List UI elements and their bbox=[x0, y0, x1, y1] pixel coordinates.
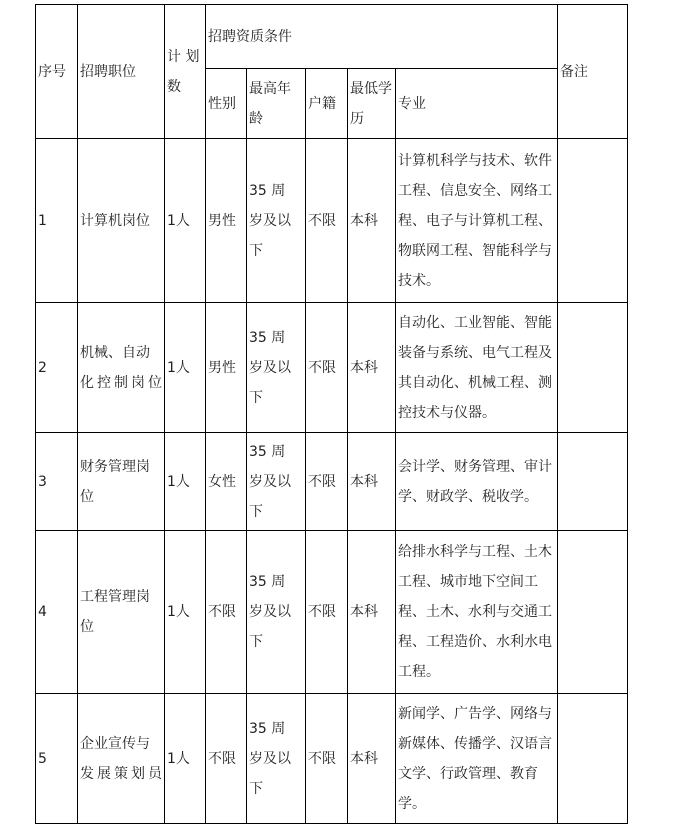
cell-gender: 男性 bbox=[206, 303, 247, 433]
recruitment-table bbox=[35, 4, 628, 824]
cell-seq: 4 bbox=[36, 531, 78, 694]
cell-edu: 本科 bbox=[348, 531, 396, 694]
header-gender: 性别 bbox=[206, 69, 247, 139]
cell-position: 工程管理岗位 bbox=[78, 531, 165, 694]
header-row-top bbox=[36, 5, 628, 69]
cell-age: 35 周 岁及以下 bbox=[247, 433, 306, 531]
cell-age: 35 周 岁及以下 bbox=[247, 303, 306, 433]
header-hukou: 户籍 bbox=[306, 69, 348, 139]
cell-major: 计算机科学与技术、软件工程、信息安全、网络工程、电子与计算机工程、物联网工程、智能科学与技术。 bbox=[396, 139, 558, 303]
cell-major: 自动化、工业智能、智能装备与系统、电气工程及其自动化、机械工程、测控技术与仪器。 bbox=[396, 303, 558, 433]
cell-major: 会计学、财务管理、审计学、财政学、税收学。 bbox=[396, 433, 558, 531]
table-row bbox=[36, 433, 628, 531]
cell-plan: 1人 bbox=[165, 531, 206, 694]
cell-hukou: 不限 bbox=[306, 139, 348, 303]
header-major: 专业 bbox=[396, 69, 558, 139]
cell-seq: 3 bbox=[36, 433, 78, 531]
cell-plan: 1人 bbox=[165, 303, 206, 433]
header-qualification: 招聘资质条件 bbox=[206, 5, 558, 69]
cell-edu: 本科 bbox=[348, 694, 396, 824]
header-position: 招聘职位 bbox=[78, 5, 165, 139]
cell-position: 机械、自动化控制岗位 bbox=[78, 303, 165, 433]
cell-gender: 女性 bbox=[206, 433, 247, 531]
cell-hukou: 不限 bbox=[306, 531, 348, 694]
cell-major: 给排水科学与工程、土木工程、城市地下空间工程、土木、水利与交通工程、工程造价、水利水电工程。 bbox=[396, 531, 558, 694]
cell-gender: 不限 bbox=[206, 694, 247, 824]
cell-hukou: 不限 bbox=[306, 694, 348, 824]
header-max-age: 最高年龄 bbox=[247, 69, 306, 139]
cell-edu: 本科 bbox=[348, 433, 396, 531]
cell-seq: 2 bbox=[36, 303, 78, 433]
cell-hukou: 不限 bbox=[306, 303, 348, 433]
cell-plan: 1人 bbox=[165, 433, 206, 531]
cell-edu: 本科 bbox=[348, 303, 396, 433]
cell-hukou: 不限 bbox=[306, 433, 348, 531]
cell-position: 计算机岗位 bbox=[78, 139, 165, 303]
header-plan: 计 划数 bbox=[165, 5, 206, 139]
cell-seq: 1 bbox=[36, 139, 78, 303]
cell-remark bbox=[558, 433, 628, 531]
cell-seq: 5 bbox=[36, 694, 78, 824]
cell-edu: 本科 bbox=[348, 139, 396, 303]
cell-major: 新闻学、广告学、网络与新媒体、传播学、汉语言文学、行政管理、教育学。 bbox=[396, 694, 558, 824]
cell-remark bbox=[558, 694, 628, 824]
cell-gender: 男性 bbox=[206, 139, 247, 303]
header-remark: 备注 bbox=[558, 5, 628, 139]
table-row bbox=[36, 139, 628, 303]
table-row bbox=[36, 694, 628, 824]
cell-remark bbox=[558, 139, 628, 303]
header-seq: 序号 bbox=[36, 5, 78, 139]
cell-position: 财务管理岗位 bbox=[78, 433, 165, 531]
cell-gender: 不限 bbox=[206, 531, 247, 694]
cell-remark bbox=[558, 531, 628, 694]
cell-position: 企业宣传与发展策划员 bbox=[78, 694, 165, 824]
cell-plan: 1人 bbox=[165, 694, 206, 824]
header-min-edu: 最低学历 bbox=[348, 69, 396, 139]
cell-age: 35 周 岁及以下 bbox=[247, 531, 306, 694]
table-row bbox=[36, 303, 628, 433]
table-row bbox=[36, 531, 628, 694]
cell-plan: 1人 bbox=[165, 139, 206, 303]
cell-age: 35 周 岁及以下 bbox=[247, 139, 306, 303]
cell-remark bbox=[558, 303, 628, 433]
cell-age: 35 周 岁及以下 bbox=[247, 694, 306, 824]
